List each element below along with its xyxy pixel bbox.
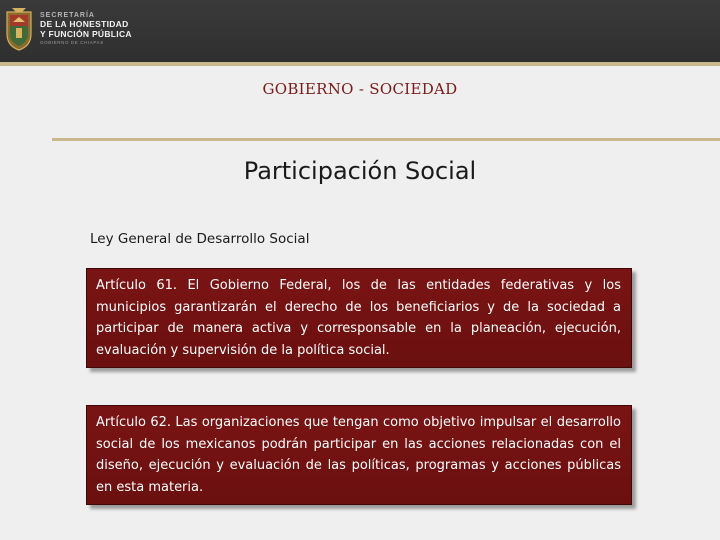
- header-bar: [0, 0, 720, 62]
- article-62-box: Artículo 62. Las organizaciones que tengan como objetivo impulsar el desarrollo social de los mexicanos podrán participar en las acciones relacionadas con el diseño, ejecución y evaluación de las políticas, programas y acciones públicas en esta materia.: [86, 405, 632, 505]
- article-61-box: Artículo 61. El Gobierno Federal, los de las entidades federativas y los municipios garantizarán el derecho de los beneficiarios y de la sociedad a participar de manera activa y corresponsable en la planeación, ejecución, evaluación y supervisión de la política social.: [86, 268, 632, 368]
- secretaria-logo: [4, 4, 132, 54]
- logo-line-1: SECRETARÍA: [40, 12, 95, 20]
- logo-line-3: Y FUNCIÓN PÚBLICA: [40, 28, 132, 39]
- logo-line-4: GOBIERNO DE CHIAPAS: [40, 40, 104, 46]
- law-heading: Ley General de Desarrollo Social: [90, 231, 310, 247]
- page-title: Participación Social: [243, 157, 477, 185]
- title-divider: [52, 138, 720, 141]
- section-title: GOBIERNO - SOCIEDAD: [262, 80, 458, 98]
- header-divider: [0, 62, 720, 66]
- chiapas-crest-icon: [4, 6, 34, 52]
- logo-text: [40, 12, 132, 46]
- logo-line-2: DE LA HONESTIDAD: [40, 19, 129, 30]
